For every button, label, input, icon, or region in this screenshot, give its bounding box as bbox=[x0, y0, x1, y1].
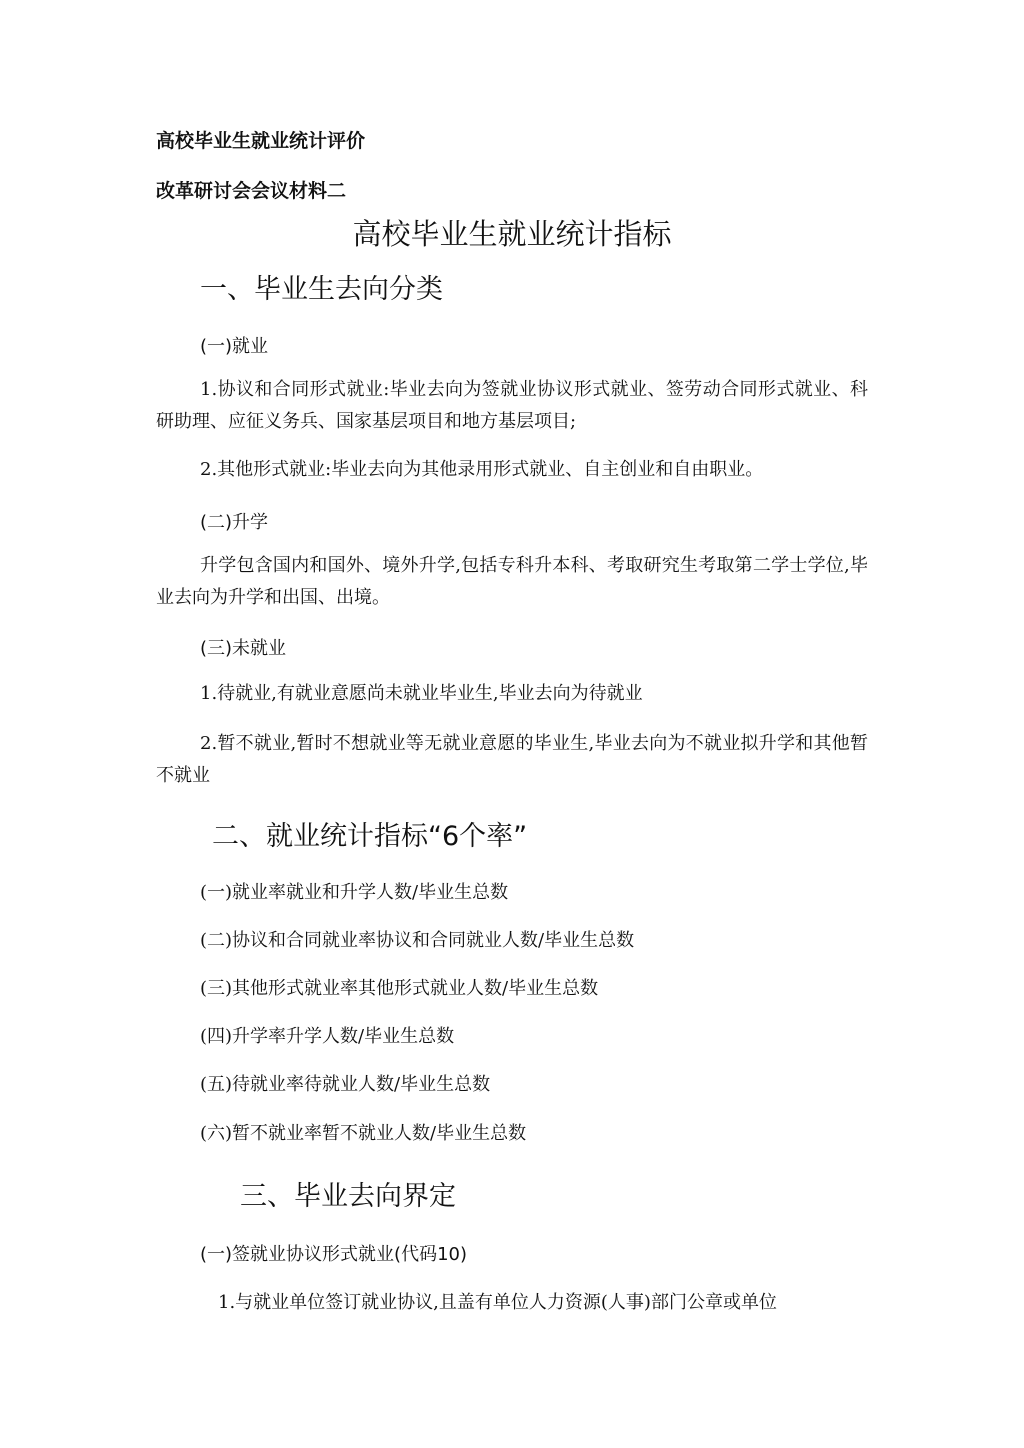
section-1-sub-1-paragraph-1: 1.协议和合同形式就业:毕业去向为签就业协议形式就业、签劳动合同形式就业、科研助理、应征义务兵、国家基层项目和地方基层项目; bbox=[156, 379, 868, 432]
header-line-2: 改革研讨会会议材料二 bbox=[156, 180, 347, 202]
rate-item: (四)升学率升学人数/毕业生总数 bbox=[200, 1026, 455, 1047]
section-1-sub-3-heading: (三)未就业 bbox=[200, 638, 287, 659]
section-3-sub-1-heading: (一)签就业协议形式就业(代码10) bbox=[200, 1244, 467, 1265]
rate-item: (六)暂不就业率暂不就业人数/毕业生总数 bbox=[200, 1123, 527, 1144]
section-1-heading: 一、毕业生去向分类 bbox=[200, 274, 443, 305]
rate-item: (二)协议和合同就业率协议和合同就业人数/毕业生总数 bbox=[200, 930, 635, 951]
document-title: 高校毕业生就业统计指标 bbox=[352, 217, 672, 251]
rate-item: (五)待就业率待就业人数/毕业生总数 bbox=[200, 1074, 491, 1095]
section-1-sub-3-paragraph-2: 2.暂不就业,暂时不想就业等无就业意愿的毕业生,毕业去向为不就业拟升学和其他暂不就业 bbox=[156, 733, 868, 786]
section-1-sub-1-heading: (一)就业 bbox=[200, 336, 269, 357]
section-3-heading: 三、毕业去向界定 bbox=[240, 1181, 456, 1212]
section-2-heading: 二、就业统计指标“6个率” bbox=[212, 821, 528, 852]
section-1-sub-1-paragraph-2: 2.其他形式就业:毕业去向为其他录用形式就业、自主创业和自由职业。 bbox=[200, 459, 764, 480]
section-1-sub-3-paragraph-1: 1.待就业,有就业意愿尚未就业毕业生,毕业去向为待就业 bbox=[200, 683, 643, 704]
section-1-sub-2-paragraph-1: 升学包含国内和国外、境外升学,包括专科升本科、考取研究生考取第二学士学位,毕业去向为升学和出国、出境。 bbox=[156, 555, 868, 608]
rate-item: (一)就业率就业和升学人数/毕业生总数 bbox=[200, 882, 509, 903]
section-3-sub-1-paragraph-1: 1.与就业单位签订就业协议,且盖有单位人力资源(人事)部门公章或单位 bbox=[218, 1292, 777, 1313]
header-line-1: 高校毕业生就业统计评价 bbox=[156, 130, 366, 152]
section-1-sub-2-heading: (二)升学 bbox=[200, 512, 269, 533]
rate-item: (三)其他形式就业率其他形式就业人数/毕业生总数 bbox=[200, 978, 599, 999]
